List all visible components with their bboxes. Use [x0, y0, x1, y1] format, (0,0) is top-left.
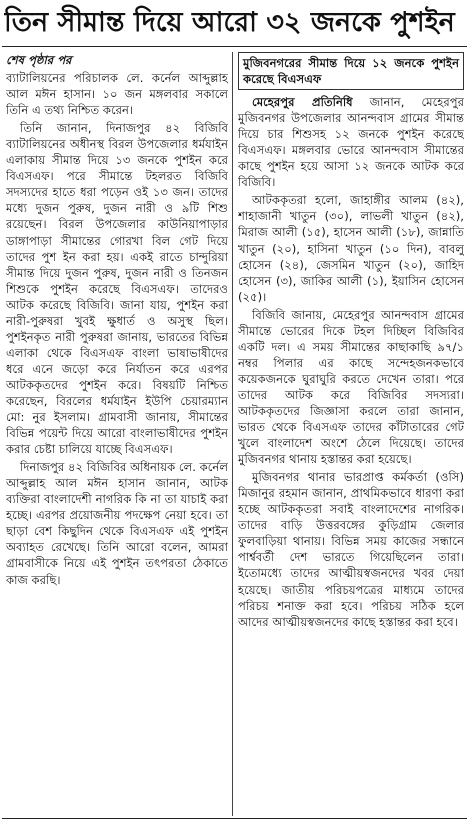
article-paragraph: বিজিবি জানায়, মেহেরপুর আনন্দবাস গ্রামের সীমান্তে ভোরের দিকে টহল দিচ্ছিল বিজিবির একটি দল। এ সময় সীমান্তের কাছাকাছি ৯৭/১ নম্বর পিলার এর কাছে সন্দেহজনকভাবে কয়েকজনকে ঘুরাঘুরি করতে দেখেন তারা। পরে তাদের আটক করে বিজিবির সদস্যরা। আটককৃতদের জিজ্ঞাসা করলে তারা জানান, ভারত থেকে বিএসএফ তাদের কাঁটাতারের গেট খুলে বাংলাদেশ অংশে ঠেলে দিয়েছে। তাদের মুজিবনগর থানায় হস্তান্তর করা হয়েছে। — [238, 307, 464, 467]
article-paragraph: তিনি জানান, দিনাজপুর ৪২ বিজিবি ব্যাটালিয়নের অধীনস্থ বিরল উপজেলার ধর্মযাইন এলাকায় সীমান্ত দিয়ে ১৩ জনকে পুশইন করে বিএসএফ। পরে সীমান্তে টহলরত বিজিবি সদস্যদের হাতে ধরা পড়েন ওই ১৩ জন। তাদের মধ্যে দুজন পুরুষ, দুজন নারী ও ৯টি শিশু রয়েছেন। বিরল উপজেলার কাউনিয়াপাড়ার ডাঙ্গাপাড়া সীমান্তের গোরখা বিল গেট দিয়ে তাদের পুশ ইন করা হয়। একই রাতে চান্দুরিয়া সীমান্ত দিয়ে দুজন পুরুষ, দুজন নারী ও তিনজন শিশুকে পুশইন করেছে বিএসএফ। তাদেরও আটক করেছে বিজিবি। জানা যায়, পুশইন করা নারী-পুরুষরা খুবই ক্ষুধার্ত ও অসুস্থ ছিল। পুশইনকৃত নারী পুরুষরা জানায়, ভারতের বিভিন্ন এলাকা থেকে বিএসএফ বাংলা ভাষাভাষীদের ধরে এনে জড়ো করে নির্যাতন করে এরপর আটককৃতদের পুশইন করে। বিষয়টি নিশ্চিত করেছেন, বিরলের ধর্মযাইন ইউপি চেয়ারম্যান মো: নুর ইসলাম। গ্রামবাসী জানায়, সীমান্তের বিভিন্ন পয়েন্ট দিয়ে আরো বাংলাভাষীদের পুশইন করার চেষ্টা চালিয়ে যাচ্ছে বিএসএফ। — [6, 121, 228, 457]
left-column — [6, 52, 228, 818]
bottom-divider — [2, 818, 467, 819]
headline: তিন সীমান্ত দিয়ে আরো ৩২ জনকে পুশইন — [4, 7, 455, 38]
article-paragraph: আটককৃতরা হলো, জাহাঙ্গীর আলম (৪২), শাহাজানী খাতুন (৩০), লাভলী খাতুন (৪২), মিরাজ আলী (১৫), হাসেন আলী (১৮), জান্নাতি খাতুন (২০), হাসিনা খাতুন (১০ দিন), বাবলু হোসেন (২৪), জেসমিন খাতুন (২০), জাহিদ হোসেন (৩), জাকির আলী (১), ইয়াসিন হোসেন (২৫)। — [238, 193, 464, 304]
article-paragraph: দিনাজপুর ৪২ বিজিবির অধিনায়ক লে. কর্নেল আব্দুল্লাহ আল মঈন হাসান জানান, আটক ব্যক্তিরা বাংলাদেশী নাগরিক কি না তা যাচাই করা হচ্ছে। এরপর প্রয়োজনীয় পদক্ষেপ নেয়া হবে। তা ছাড়া বেশ কিছুদিন থেকে বিএসএফ এই পুশইন অব্যাহত রেখেছে। তিনি আরো বলেন, আমরা গ্রামবাসীকে নিয়ে এই পুশইন তৎপরতা ঠেকাতে কাজ করছি। — [6, 460, 228, 587]
column-divider — [232, 52, 233, 816]
right-column — [238, 52, 464, 818]
sub-headline-box: মুজিবনগরের সীমান্ত দিয়ে ১২ জনকে পুশইন করেছে বিএসএফ — [238, 52, 464, 90]
byline: মেহেরপুর প্রতিনিধি — [252, 95, 353, 110]
paragraph-text: জানান, মেহেরপুর মুজিবনগর উপজেলার আনন্দবাস গ্রামের সীমান্ত দিয়ে চার শিশুসহ ১২ জনকে পুশইন করেছে বিএসএফ। মঙ্গলবার ভোরে আনন্দবাস সীমান্তের কাছে পুশইন হয়ে আসা ১২ জনকে আটক করে বিজিবি। — [238, 95, 464, 190]
article-paragraph — [238, 94, 464, 190]
article-paragraph: ব্যাটালিয়নের পরিচালক লে. কর্নেল আব্দুল্লাহ আল মঈন হাসান। ১০ জন মঙ্গলবার সকালে তিনি এ তথ্য নিশ্চিত করেন। — [6, 71, 228, 118]
article-paragraph: মুজিবনগর থানার ভারপ্রাপ্ত কর্মকর্তা (ওসি) মিজানুর রহমান জানান, প্রাথমিকভাবে ধারণা করা হচ্ছে আটককৃতরা সবাই বাংলাদেশের নাগরিক। তাদের বাড়ি উত্তরবঙ্গের কুড়িগ্রাম জেলার ফুলবাড়িয়া থানায়। বিভিন্ন সময় কাজের সন্ধানে পার্শ্ববর্তী দেশ ভারতে গিয়েছিলেন তারা। ইতোমধ্যে তাদের আত্মীয়স্বজনদের খবর দেয়া হয়েছে। জাতীয় পরিচয়পত্রের মাধ্যমে তাদের পরিচয় শনাক্ত করা হবে। পরিচয় সঠিক হলে আদের আত্মীয়স্বজনদের কাছে হস্তান্তর করা হবে। — [238, 470, 464, 629]
continued-label: শেষ পৃষ্ঠার পর — [6, 53, 72, 67]
headline-divider — [2, 46, 467, 47]
